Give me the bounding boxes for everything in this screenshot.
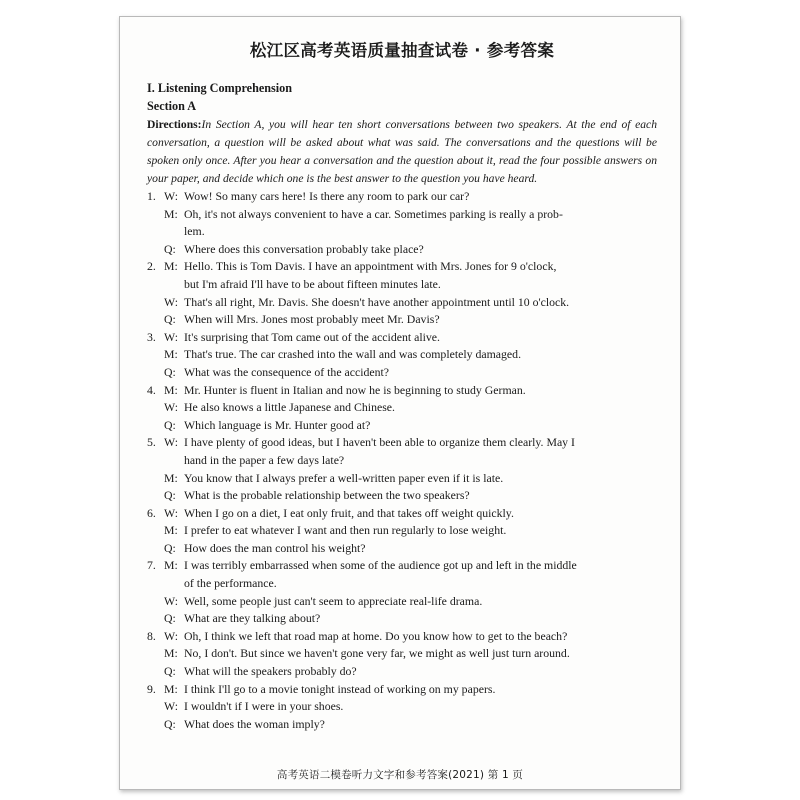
dialogue-line [147, 698, 657, 716]
section-heading: Section A [147, 99, 197, 113]
dialogue-line [147, 188, 657, 206]
dialogue-text: Oh, it's not always convenient to have a car. Sometimes parking is really a prob- [184, 206, 563, 221]
conversation-item [147, 628, 657, 681]
speaker-label: W: [164, 329, 178, 344]
conversation-item [147, 505, 657, 558]
dialogue-text: I think I'll go to a movie tonight instead of working on my papers. [184, 681, 496, 696]
speaker-label: Q: [164, 417, 176, 432]
dialogue-line [147, 716, 657, 734]
dialogue-line [147, 311, 657, 329]
conversation-item [147, 258, 657, 328]
part-heading: I. Listening Comprehension [147, 81, 293, 95]
conversation-list [147, 188, 657, 733]
speaker-label: Q: [164, 611, 176, 626]
dialogue-text: Where does this conversation probably take place? [184, 241, 424, 256]
dialogue-line [147, 346, 657, 364]
dialogue-line [147, 364, 657, 382]
dialogue-line [147, 663, 657, 681]
dialogue-line [147, 258, 657, 276]
speaker-label: M: [164, 259, 178, 274]
dialogue-line [147, 399, 657, 417]
page-footer: 高考英语二模卷听力文字和参考答案(2021) 第 1 页 [276, 769, 524, 781]
continuation-line: of the performance. [184, 576, 277, 591]
speaker-label: Q: [164, 241, 176, 256]
dialogue-text: When I go on a diet, I eat only fruit, and that takes off weight quickly. [184, 505, 514, 520]
dialogue-line [147, 557, 657, 575]
conversation-item [147, 557, 657, 627]
item-number: 5. [147, 435, 156, 450]
item-number: 6. [147, 505, 156, 520]
dialogue-line [147, 593, 657, 611]
dialogue-line [147, 645, 657, 663]
speaker-label: M: [164, 347, 178, 362]
conversation-item [147, 681, 657, 734]
dialogue-text: I was terribly embarrassed when some of the audience got up and left in the middle [184, 558, 577, 573]
speaker-label: W: [164, 189, 178, 203]
speaker-label: W: [164, 628, 178, 643]
item-number: 1. [147, 189, 156, 203]
item-number: 7. [147, 558, 156, 573]
speaker-label: Q: [164, 312, 176, 327]
speaker-label: M: [164, 470, 178, 485]
dialogue-text: I wouldn't if I were in your shoes. [184, 699, 344, 714]
dialogue-line [147, 417, 657, 435]
dialogue-line [147, 628, 657, 646]
speaker-label: Q: [164, 540, 176, 555]
dialogue-text: He also knows a little Japanese and Chinese. [184, 400, 395, 415]
continuation-line: lem. [184, 224, 205, 239]
directions-paragraph [147, 116, 657, 188]
dialogue-line [147, 487, 657, 505]
speaker-label: Q: [164, 364, 176, 379]
dialogue-line [147, 329, 657, 347]
speaker-label: W: [164, 294, 178, 309]
dialogue-text: That's true. The car crashed into the wall and was completely damaged. [184, 347, 522, 362]
document-page [119, 16, 681, 790]
dialogue-text: What was the consequence of the accident? [184, 364, 390, 379]
speaker-label: Q: [164, 716, 176, 731]
dialogue-line [147, 206, 657, 224]
dialogue-line [147, 382, 657, 400]
dialogue-text: I have plenty of good ideas, but I haven't been able to organize them clearly. May I [184, 435, 575, 450]
dialogue-text: What are they talking about? [184, 611, 321, 626]
dialogue-text: You know that I always prefer a well-written paper even if it is late. [184, 470, 504, 485]
dialogue-text: Well, some people just can't seem to appreciate real-life drama. [184, 593, 483, 608]
speaker-label: W: [164, 435, 178, 450]
dialogue-line [147, 522, 657, 540]
speaker-label: Q: [164, 664, 176, 679]
dialogue-line [147, 505, 657, 523]
dialogue-line [147, 681, 657, 699]
speaker-label: M: [164, 681, 178, 696]
directions-text: In Section A, you will hear ten short conversations between two speakers. At the end of each conversation, a question will be asked about what was said. The conversations and the questions will be spoken only once. After you hear a conversation and the question about it, read the four possible answers on your paper, and decide which one is the best answer to the question you have heard. [147, 118, 657, 185]
continuation-line: but I'm afraid I'll have to be about fifteen minutes late. [184, 276, 441, 291]
dialogue-line [147, 434, 657, 452]
speaker-label: M: [164, 558, 178, 573]
item-number: 8. [147, 628, 156, 643]
dialogue-line [147, 294, 657, 312]
dialogue-text: Mr. Hunter is fluent in Italian and now he is beginning to study German. [184, 382, 526, 397]
conversation-item [147, 382, 657, 435]
directions-label: Directions: [147, 118, 202, 131]
dialogue-text: Wow! So many cars here! Is there any room to park our car? [184, 189, 470, 203]
speaker-label: W: [164, 699, 178, 714]
dialogue-text: I prefer to eat whatever I want and then run regularly to lose weight. [184, 523, 507, 538]
dialogue-text: That's all right, Mr. Davis. She doesn't have another appointment until 10 o'clock. [184, 294, 570, 309]
item-number: 3. [147, 329, 156, 344]
dialogue-text: How does the man control his weight? [184, 540, 366, 555]
dialogue-text: What is the probable relationship between the two speakers? [184, 488, 470, 503]
dialogue-line [147, 610, 657, 628]
page-title: 松江区高考英语质量抽查试卷 · 参考答案 [249, 41, 555, 60]
dialogue-line [147, 540, 657, 558]
item-number: 4. [147, 382, 156, 397]
continuation-line: hand in the paper a few days late? [184, 452, 345, 467]
dialogue-text: When will Mrs. Jones most probably meet Mr. Davis? [184, 312, 440, 327]
speaker-label: W: [164, 505, 178, 520]
dialogue-text: It's surprising that Tom came out of the accident alive. [184, 329, 440, 344]
dialogue-text: What will the speakers probably do? [184, 664, 357, 679]
page-content [147, 38, 657, 733]
dialogue-text: What does the woman imply? [184, 716, 325, 731]
speaker-label: M: [164, 382, 178, 397]
conversation-item [147, 329, 657, 382]
dialogue-text: No, I don't. But since we haven't gone very far, we might as well just turn around. [184, 646, 570, 661]
dialogue-text: Oh, I think we left that road map at home. Do you know how to get to the beach? [184, 628, 568, 643]
item-number: 9. [147, 681, 156, 696]
speaker-label: M: [164, 646, 178, 661]
conversation-item [147, 434, 657, 504]
speaker-label: M: [164, 206, 178, 221]
dialogue-line [147, 241, 657, 259]
dialogue-line [147, 470, 657, 488]
speaker-label: W: [164, 593, 178, 608]
speaker-label: Q: [164, 488, 176, 503]
dialogue-text: Which language is Mr. Hunter good at? [184, 417, 371, 432]
speaker-label: W: [164, 400, 178, 415]
item-number: 2. [147, 259, 156, 274]
dialogue-text: Hello. This is Tom Davis. I have an appointment with Mrs. Jones for 9 o'clock, [184, 259, 557, 274]
conversation-item [147, 188, 657, 258]
speaker-label: M: [164, 523, 178, 538]
